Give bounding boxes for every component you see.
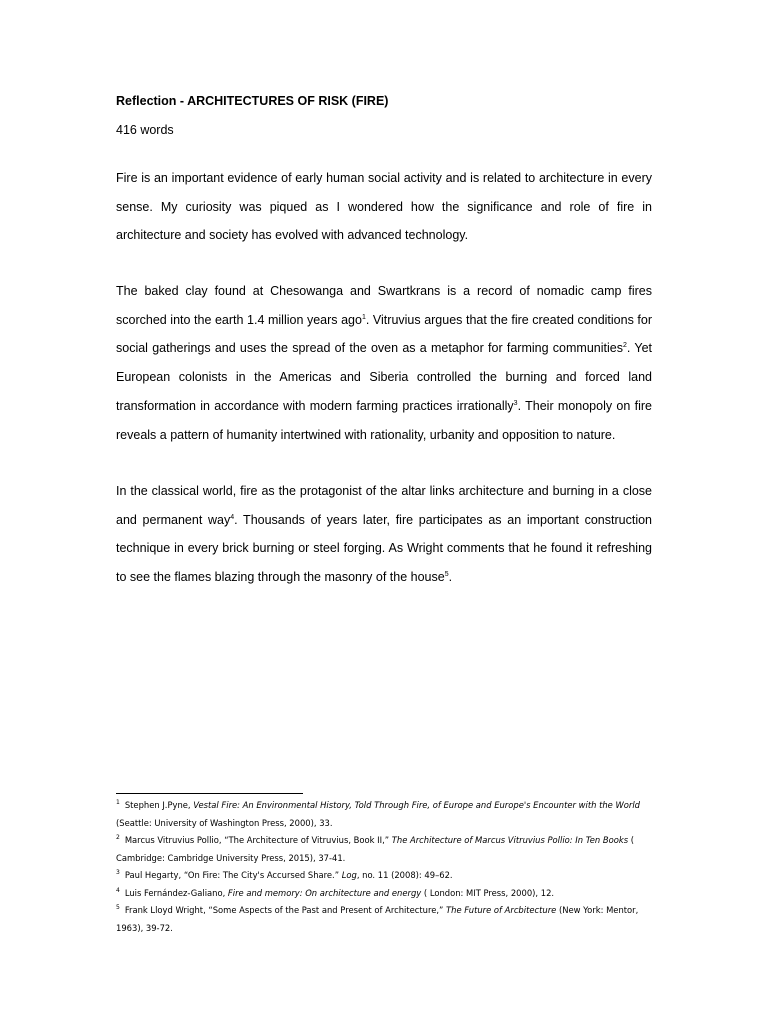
footnote-number: 1 <box>116 799 120 807</box>
footnotes <box>116 797 656 937</box>
footnote-title: The Architecture of Marcus Vitruvius Pollio: In Ten Books <box>391 835 629 845</box>
footnote-text: Frank Lloyd Wright, “Some Aspects of the Past and Present of Architecture,” <box>124 905 447 915</box>
footnote-ref-1[interactable]: 1 <box>361 313 366 321</box>
paragraph-text: . Thousands of years later, fire participates as an important construction technique in every brick burning or steel forging. As Wright comments that he found it refreshing to see the flames blazing through the masonry of the house <box>116 512 653 585</box>
paragraph-text: . <box>448 570 453 585</box>
paragraph-text: Fire is an important evidence of early human social activity and is related to architecture in every sense. My curiosity was piqued as I wondered how the significance and role of fire in architecture and society has evolved with advanced technology. <box>116 171 652 243</box>
footnote-ref-2[interactable]: 2 <box>622 342 627 350</box>
footnote-5 <box>116 902 656 937</box>
footnote-text: ( Cambridge: Cambridge University Press, 2015), 37-41. <box>116 835 635 863</box>
paragraph-text: . Vitruvius argues that the fire created conditions for social gatherings and uses the spread of the oven as a metaphor for farming communities <box>116 312 652 356</box>
paragraph-text: . Their monopoly on fire reveals a pattern of humanity intertwined with rationality, urbanity and opposition to nature. <box>116 398 652 442</box>
footnote-title: Fire and memory: On architecture and energy <box>227 887 422 898</box>
footnote-ref-5[interactable]: 5 <box>444 570 449 578</box>
footnote-title: The Future of Arcbitecture <box>446 905 557 915</box>
footnote-number: 3 <box>116 869 120 877</box>
footnote-title: Log <box>341 870 357 880</box>
paragraph-text: . Yet European colonists in the Americas and Siberia controlled the burning and forced land transformation in accordance with modern farming practices irrationally <box>116 341 653 413</box>
paragraph-text: The baked clay found at Chesowanga and Swartkrans is a record of nomadic camp fires scorched into the earth 1.4 million years ago <box>116 284 652 327</box>
footnote-text: Stephen J.Pyne, <box>124 800 194 810</box>
footnote-text: , no. 11 (2008): 49–62. <box>356 870 453 880</box>
footnote-number: 2 <box>116 834 120 842</box>
footnote-text: (Seattle: University of Washington Press, 2000), 33. <box>116 817 333 828</box>
paragraph-text: In the classical world, fire as the protagonist of the altar links architecture and burning in a close and permanent way <box>116 484 652 527</box>
footnote-text: ( London: MIT Press, 2000), 12. <box>421 887 555 898</box>
paragraph-3 <box>116 477 652 592</box>
footnote-text: Luis Fernández-Galiano, <box>124 887 228 898</box>
paragraph-2 <box>116 277 652 449</box>
footnote-2 <box>116 832 656 867</box>
footnote-3 <box>116 867 656 885</box>
word-count: 416 words <box>116 123 174 137</box>
footnote-text: (New York: Mentor, 1963), 39-72. <box>116 905 639 933</box>
footnote-separator <box>116 793 303 794</box>
footnote-ref-4[interactable]: 4 <box>230 513 235 521</box>
paragraph-1 <box>116 164 652 250</box>
footnote-number: 5 <box>116 904 120 912</box>
footnote-4 <box>116 885 656 903</box>
footnote-ref-3[interactable]: 3 <box>513 399 518 407</box>
footnote-text: Paul Hegarty, “On Fire: The City's Accursed Share.” <box>124 870 342 880</box>
footnote-text: Marcus Vitruvius Pollio, “The Architecture of Vitruvius, Book II,” <box>124 835 392 845</box>
footnote-1 <box>116 797 656 832</box>
footnote-number: 4 <box>116 886 120 894</box>
document-title: Reflection - ARCHITECTURES OF RISK (FIRE) <box>116 94 389 108</box>
footnote-title: Vestal Fire: An Environmental History, Told Through Fire, of Europe and Europe's Encounter with the World <box>193 800 640 810</box>
